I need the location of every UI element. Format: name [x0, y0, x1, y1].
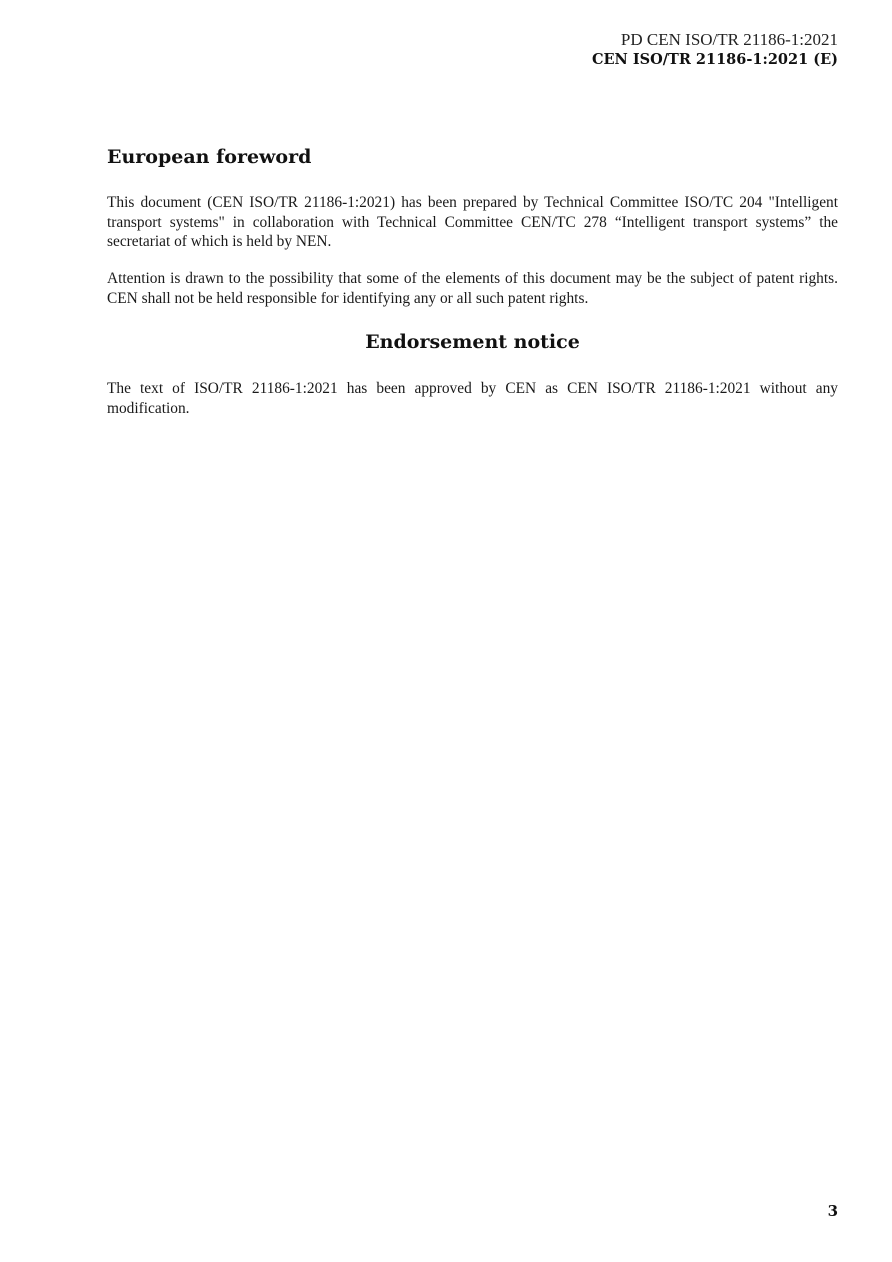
header-designation-english: CEN ISO/TR 21186-1:2021 (E): [591, 51, 838, 68]
foreword-heading: European foreword: [107, 146, 312, 168]
foreword-paragraph-1: This document (CEN ISO/TR 21186-1:2021) has been prepared by Technical Committee ISO/TC 204 "Intelligent transport systems" in collaboration with Technical Committee CEN/TC 278 “Intelligent transport systems” the secretariat of which is held by NEN.: [107, 194, 838, 250]
header-designation: PD CEN ISO/TR 21186-1:2021: [620, 30, 838, 49]
page-number: 3: [827, 1202, 838, 1220]
document-header: [592, 30, 838, 70]
foreword-paragraph-2: Attention is drawn to the possibility that some of the elements of this document may be the subject of patent rights. CEN shall not be held responsible for identifying any or all such patent rights.: [107, 270, 838, 307]
endorsement-paragraph: The text of ISO/TR 21186-1:2021 has been approved by CEN as CEN ISO/TR 21186-1:2021 without any modification.: [107, 380, 838, 417]
endorsement-heading: Endorsement notice: [365, 331, 580, 353]
